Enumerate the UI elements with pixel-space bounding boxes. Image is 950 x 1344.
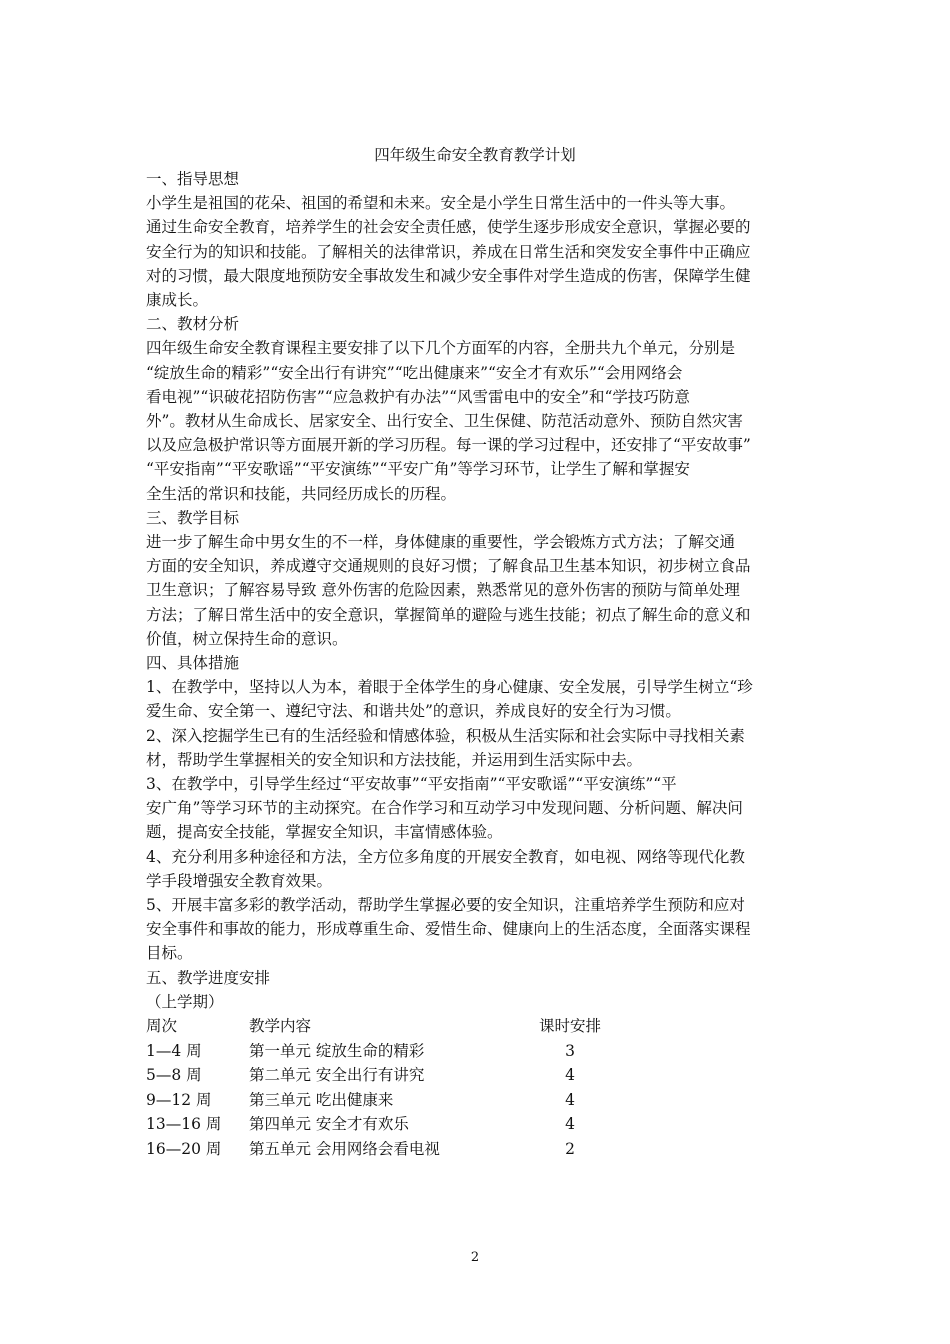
text-line: 题，提高安全技能，掌握安全知识，丰富情感体验。 [146, 823, 503, 842]
schedule-hours: 3 [565, 1041, 575, 1060]
text-line: 对的习惯，最大限度地预防安全事故发生和减少安全事件对学生造成的伤害，保障学生健 [146, 266, 751, 285]
text-line: 安广角”等学习环节的主动探究。在合作学习和互动学习中发现问题、分析问题、解决问 [146, 799, 743, 818]
text-line: 看电视”“识破花招防伤害”“应急救护有办法”“风雪雷电中的安全”和“学技巧防意 [146, 387, 690, 406]
text-line: （上学期） [146, 992, 224, 1011]
text-line: 4、充分利用多种途径和方法，全方位多角度的开展安全教育，如电视、网络等现代化教 [146, 847, 745, 866]
text-line: 康成长。 [146, 291, 209, 309]
text-line: 五、教学进度安排 [146, 968, 271, 987]
text-line: 价值，树立保持生命的意识。 [146, 629, 348, 648]
header-content: 教学内容 [249, 1017, 312, 1035]
text-line: 2、深入挖掘学生已有的生活经验和情感体验，积极从生活实际和社会实际中寻找相关素 [146, 726, 745, 745]
text-line: 二、教材分析 [146, 315, 240, 334]
schedule-hours: 4 [565, 1090, 575, 1109]
schedule-week: 1—4 周 [146, 1041, 202, 1060]
text-line: 方面的安全知识，养成遵守交通规则的良好习惯；了解食品卫生基本知识，初步树立食品 [146, 557, 751, 576]
schedule-week: 16—20 周 [146, 1140, 222, 1158]
text-line: 小学生是祖国的花朵、祖国的希望和未来。安全是小学生日常生活中的一件头等大事。 [146, 194, 736, 213]
text-line: 三、教学目标 [146, 508, 240, 527]
schedule-week: 5—8 周 [146, 1066, 202, 1085]
text-line: 安全行为的知识和技能。了解相关的法律常识，养成在日常生活和突发安全事件中正确应 [146, 242, 751, 261]
document-title: 四年级生命安全教育教学计划 [374, 146, 576, 164]
schedule-week: 9—12 周 [146, 1090, 212, 1109]
text-line: 四、具体措施 [146, 654, 240, 672]
header-week: 周次 [146, 1017, 178, 1035]
text-line: 一、指导思想 [146, 170, 240, 188]
schedule-content: 第四单元 安全才有欢乐 [249, 1115, 409, 1134]
text-line: 安全事件和事故的能力，形成尊重生命、爱惜生命、健康向上的生活态度，全面落实课程 [146, 920, 751, 939]
text-line: 方法；了解日常生活中的安全意识，掌握简单的避险与逃生技能；初点了解生命的意义和 [146, 605, 751, 624]
schedule-hours: 4 [565, 1115, 575, 1134]
text-line: 四年级生命安全教育课程主要安排了以下几个方面军的内容，全册共九个单元，分别是 [146, 339, 736, 358]
text-line: 卫生意识；了解容易导致 意外伤害的危险因素，熟悉常见的意外伤害的预防与简单处理 [146, 581, 740, 600]
page-number: 2 [470, 1250, 480, 1265]
text-line: 全生活的常识和技能，共同经历成长的历程。 [146, 484, 457, 503]
text-line: 1、在教学中，坚持以人为本，着眼于全体学生的身心健康、安全发展，引导学生树立“珍 [146, 678, 753, 697]
schedule-content: 第二单元 安全出行有讲究 [249, 1066, 425, 1085]
schedule-content: 第五单元 会用网络会看电视 [249, 1140, 440, 1158]
text-line: “绽放生命的精彩”“安全出行有讲究”“吃出健康来”“安全才有欢乐”“会用网络会 [146, 363, 683, 382]
text-line: “平安指南”“平安歌谣”“平安演练”“平安广角”等学习环节，让学生了解和掌握安 [146, 460, 690, 479]
text-line: 5、开展丰富多彩的教学活动，帮助学生掌握必要的安全知识，注重培养学生预防和应对 [146, 896, 745, 914]
schedule-content: 第一单元 绽放生命的精彩 [249, 1041, 425, 1060]
text-line: 3、在教学中，引导学生经过“平安故事”“平安指南”“平安歌谣”“平安演练”“平 [146, 775, 677, 793]
text-line: 进一步了解生命中男女生的不一样，身体健康的重要性，学会锻炼方式方法；了解交通 [146, 533, 736, 551]
text-line: 外”。教材从生命成长、居家安全、出行安全、卫生保健、防范活动意外、预防自然灾害 [146, 412, 743, 430]
text-line: 材，帮助学生掌握相关的安全知识和方法技能，并运用到生活实际中去。 [146, 750, 643, 769]
text-line: 爱生命、安全第一、遵纪守法、和谐共处”的意识，养成良好的安全行为习惯。 [146, 702, 681, 721]
text-line: 目标。 [146, 944, 193, 963]
header-hours: 课时安排 [538, 1017, 601, 1035]
text-line: 以及应急极护常识等方面展开新的学习历程。每一课的学习过程中，还安排了“平安故事” [146, 436, 751, 455]
text-line: 通过生命安全教育，培养学生的社会安全责任感，使学生逐步形成安全意识，掌握必要的 [146, 218, 751, 237]
schedule-content: 第三单元 吃出健康来 [249, 1090, 394, 1109]
text-line: 学手段增强安全教育效果。 [146, 871, 333, 890]
schedule-hours: 2 [565, 1140, 575, 1158]
schedule-week: 13—16 周 [146, 1115, 222, 1134]
schedule-hours: 4 [565, 1066, 575, 1085]
